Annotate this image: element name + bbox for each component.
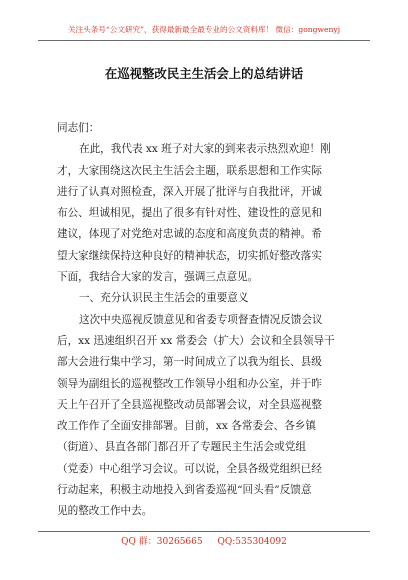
paragraph-line: 天上午召开了全县巡视整改动员部署会议，对全县巡视整 [57, 398, 322, 411]
paragraph-line: 见的整改工作中去。 [57, 505, 153, 518]
paragraph-line: 行动起来，积极主动地投入到省委巡视“回头看”反馈意 [57, 484, 312, 497]
paragraph-line: 部大会进行集中学习，第一时间成立了以我为组长、县级 [57, 356, 322, 369]
paragraph-line: 建议，体现了对党绝对忠诚的态度和高度负责的精神。希 [57, 228, 322, 241]
salutation: 同志们： [57, 122, 100, 134]
footer-qq-group: QQ 群：30265665 [121, 537, 203, 547]
paragraph-line: 进行了认真对照检查，深入开展了批评与自我批评，开诚 [57, 185, 322, 198]
paragraph-line: 才，大家围绕这次民主生活会主题，联系思想和工作实际 [57, 164, 322, 177]
footer-contacts [0, 534, 408, 547]
footer-divider [38, 531, 370, 532]
paragraph-line: 望大家继续保持这种良好的精神状态，切实抓好整改落实 [57, 249, 322, 262]
header-divider [38, 40, 370, 41]
paragraph-line: 后，xx 迅速组织召开 xx 常委会（扩大）会议和全县领导干 [57, 334, 335, 347]
document-title: 在巡视整改民主生活会上的总结讲话 [104, 66, 304, 81]
section-heading: 一、充分认识民主生活会的重要意义 [79, 292, 249, 305]
header-promo-text: 关注头条号“公文研究”，获得最新最全最专业的公文资料库！ 微信：gongwenyj [67, 25, 341, 34]
paragraph-line: （街道）、县直各部门都召开了专题民主生活会或党组 [57, 441, 306, 454]
paragraph-line: 这次中央巡视反馈意见和省委专项督查情况反馈会议 [79, 313, 323, 326]
paragraph-line: 下面，我结合大家的发言，强调三点意见。 [57, 271, 259, 284]
document-body [57, 118, 355, 523]
footer-qq: QQ:535304092 [217, 537, 287, 547]
paragraph-line: 在此，我代表 xx 班子对大家的到来表示热烈欢迎！刚 [79, 143, 331, 156]
paragraph-line: （党委）中心组学习会议。可以说，全县各级党组织已经 [57, 462, 322, 475]
paragraph-line: 改工作作了全面安排部署。目前，xx 各常委会、各乡镇 [57, 420, 316, 433]
paragraph-line: 布公、坦诚相见，提出了很多有针对性、建设性的意见和 [57, 207, 322, 220]
paragraph-line: 领导为副组长的巡视整改工作领导小组和办公室，并于昨 [57, 377, 322, 390]
